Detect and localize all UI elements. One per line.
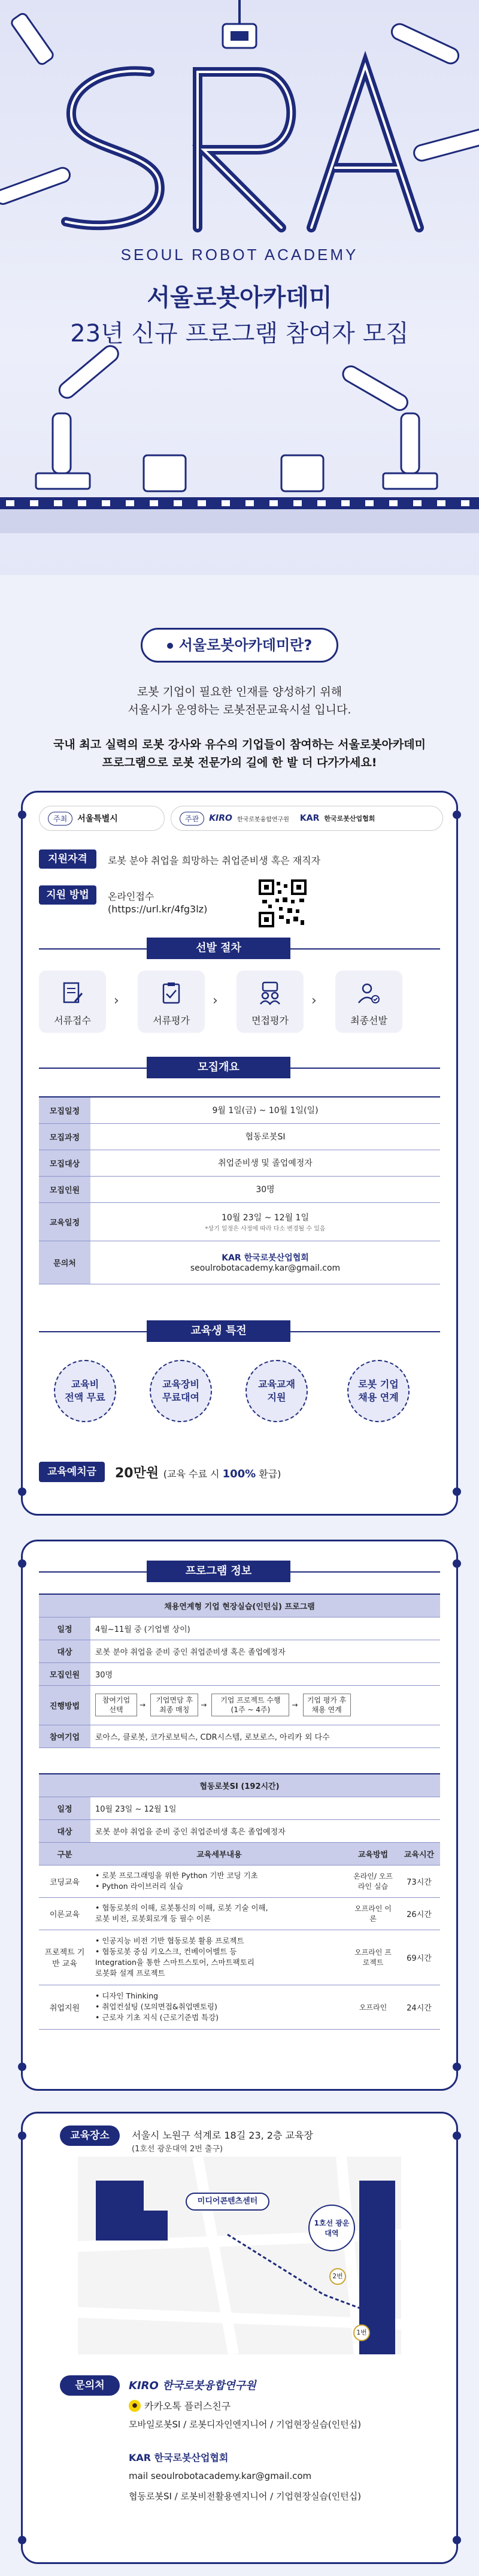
location-label: 교육장소 bbox=[60, 2125, 120, 2146]
benefit-line: 교육교재 bbox=[258, 1378, 295, 1390]
benefit-circle bbox=[54, 1360, 116, 1422]
table-row bbox=[39, 1797, 440, 1819]
flow-step: 기업면담 후 최종 매칭 bbox=[150, 1694, 198, 1716]
step-label: 서류평가 bbox=[153, 1015, 190, 1026]
benefit-line: 교육장비 bbox=[162, 1378, 199, 1390]
table-row bbox=[39, 1897, 440, 1930]
table-row bbox=[39, 1985, 440, 2029]
selection-title: 선발 절차 bbox=[147, 938, 290, 959]
deposit-amount: 20만원 bbox=[115, 1466, 159, 1481]
row-value: 로봇 분야 취업을 준비 중인 취업준비생 혹은 졸업예정자 bbox=[90, 1819, 440, 1842]
step-1 bbox=[39, 970, 106, 1033]
table-row bbox=[39, 1097, 440, 1123]
row-header: 모집일정 bbox=[39, 1097, 90, 1123]
flow-step: 기업 프로젝트 수행 (1주 ~ 4주) bbox=[211, 1694, 289, 1716]
course-item: • 협동로봇의 이해, 로봇통신의 이해, 로봇 기술 이해, bbox=[95, 1903, 268, 1912]
course-item: • 협동로봇 중심 키오스크, 컨베이어벨트 등 bbox=[95, 1947, 237, 1956]
qualification-label: 지원자격 bbox=[39, 849, 96, 869]
exit-1-marker: 1번 bbox=[353, 2324, 370, 2341]
row-header: 모집대상 bbox=[39, 1150, 90, 1176]
benefit-line: 채용 연계 bbox=[358, 1392, 399, 1403]
course-item: • 로봇 프로그래밍을 위한 Python 기반 코딩 기초 bbox=[95, 1871, 258, 1880]
map-building-label: 미디어콘텐츠센터 bbox=[186, 2193, 269, 2211]
benefit-circle bbox=[245, 1360, 308, 1422]
row-value: 4월~11월 중 (기업별 상이) bbox=[90, 1617, 440, 1640]
course-hours: 24시간 bbox=[398, 1985, 440, 2029]
manage-badge: 주관 bbox=[180, 812, 204, 826]
course-method: 오프라인 이론 bbox=[348, 1897, 398, 1930]
course-item: 로봇화 설계 프로젝트 bbox=[95, 1969, 165, 1978]
hero-subtitle: SEOUL ROBOT ACADEMY bbox=[120, 246, 359, 264]
recruit-title: 모집개요 bbox=[147, 1057, 290, 1078]
course-hours: 73시간 bbox=[398, 1865, 440, 1897]
interview-icon bbox=[258, 981, 282, 1005]
intro-text-1: 로봇 기업이 필요한 인재를 양성하기 위해 bbox=[137, 685, 342, 699]
deposit-note: 환급) bbox=[256, 1468, 281, 1480]
row-value: 10월 23일 ~ 12월 1일 bbox=[90, 1797, 440, 1819]
course-name: 프로젝트 기반 교육 bbox=[39, 1930, 90, 1985]
qr-code-icon[interactable] bbox=[257, 878, 308, 929]
intro-text-4: 프로그램으로 로봇 전문가의 길에 한 발 더 다가가세요! bbox=[102, 756, 377, 769]
contact-org: KAR 한국로봇산업협회 bbox=[222, 1253, 309, 1263]
contact-email[interactable]: seoulrobotacademy.kar@gmail.com bbox=[190, 1263, 341, 1273]
course-item: • 근로자 기초 지식 (근로기준법 특강) bbox=[95, 2013, 219, 2022]
benefit-line: 지원 bbox=[267, 1392, 286, 1403]
table-row bbox=[39, 1662, 440, 1685]
kiro-sub: 한국로봇융합연구원 bbox=[237, 816, 289, 823]
intro-pill bbox=[141, 628, 338, 663]
course-name: 이론교육 bbox=[39, 1897, 90, 1930]
edu-note: *상기 일정은 사정에 따라 다소 변경될 수 있음 bbox=[205, 1225, 326, 1232]
row-header: 일정 bbox=[39, 1617, 90, 1640]
deposit-label: 교육예치금 bbox=[39, 1462, 105, 1482]
deposit-value bbox=[115, 1463, 281, 1481]
column-header: 교육세부내용 bbox=[90, 1842, 348, 1865]
benefit-line: 교육비 bbox=[71, 1378, 99, 1390]
kiro-logo: KIRO bbox=[209, 814, 232, 823]
exit-2-marker: 2번 bbox=[329, 2268, 346, 2285]
table-head: 채용연계형 기업 현장실습(인턴십) 프로그램 bbox=[39, 1594, 440, 1617]
column-header: 교육방법 bbox=[348, 1842, 398, 1865]
table-row bbox=[39, 1617, 440, 1640]
course-item: • Python 라이브러리 실습 bbox=[95, 1882, 184, 1891]
course-method: 오프라인 bbox=[348, 1985, 398, 2029]
course-item: • 인공지능 비전 기반 협동로봇 활용 프로젝트 bbox=[95, 1936, 244, 1945]
table-row bbox=[39, 1150, 440, 1176]
map-station-label: 1호선 광운대역 bbox=[308, 2205, 355, 2251]
location-detail: (1호선 광운대역 2번 출구) bbox=[132, 2145, 223, 2154]
table-row bbox=[39, 1176, 440, 1202]
row-header: 교육일정 bbox=[39, 1202, 90, 1241]
row-header: 대상 bbox=[39, 1640, 90, 1662]
table-row bbox=[39, 1594, 440, 1617]
row-value: 협동로봇SI bbox=[90, 1123, 440, 1150]
hero-banner bbox=[0, 0, 479, 575]
user-check-icon bbox=[357, 981, 381, 1005]
column-header: 교육시간 bbox=[398, 1842, 440, 1865]
table-row bbox=[39, 1640, 440, 1662]
contact-label: 문의처 bbox=[60, 2375, 120, 2396]
flow-step: 기업 평가 후 채용 연계 bbox=[303, 1694, 351, 1716]
table-head: 협동로봇SI (192시간) bbox=[39, 1774, 440, 1797]
table-row bbox=[39, 1774, 440, 1797]
row-value: 9월 1일(금) ~ 10월 1일(일) bbox=[90, 1097, 440, 1123]
row-header: 일정 bbox=[39, 1797, 90, 1819]
cobot-table bbox=[39, 1773, 440, 2030]
deposit-percent: 100% bbox=[222, 1468, 256, 1480]
hero-title-line1: 서울로봇아카데미 bbox=[147, 284, 332, 312]
kakao-row[interactable] bbox=[129, 2399, 231, 2412]
table-row bbox=[39, 1819, 440, 1842]
table-row bbox=[39, 1865, 440, 1897]
apply-method-line2[interactable]: (https://url.kr/4fg3lz) bbox=[108, 903, 208, 915]
chevron-right-icon: › bbox=[114, 993, 119, 1008]
row-header: 대상 bbox=[39, 1819, 90, 1842]
location-address: 서울시 노원구 석계로 18길 23, 2층 교육장 bbox=[132, 2130, 313, 2141]
kakao-text: 카카오톡 플러스친구 bbox=[144, 2400, 231, 2412]
chevron-right-icon: › bbox=[213, 993, 218, 1008]
course-item: • 취업컨설팅 (모의면접&취업멘토링) bbox=[95, 2002, 217, 2011]
row-header: 문의처 bbox=[39, 1241, 90, 1284]
kar-programs: 협동로봇SI / 로봇비전활용엔지니어 / 기업현장실습(인턴십) bbox=[129, 2491, 362, 2502]
document-icon bbox=[60, 981, 84, 1005]
step-3 bbox=[237, 970, 304, 1033]
kar-logo: KAR bbox=[299, 814, 320, 823]
internship-table bbox=[39, 1594, 440, 1748]
benefits-title: 교육생 특전 bbox=[147, 1320, 290, 1342]
column-header: 구분 bbox=[39, 1842, 90, 1865]
course-method: 오프라인 프로젝트 bbox=[348, 1930, 398, 1985]
manage-box bbox=[171, 806, 443, 831]
row-header: 모집과정 bbox=[39, 1123, 90, 1150]
benefit-circle bbox=[150, 1360, 212, 1422]
edu-schedule: 10월 23일 ~ 12월 1일 bbox=[222, 1213, 309, 1223]
table-row bbox=[39, 1930, 440, 1985]
clipboard-check-icon bbox=[159, 981, 183, 1005]
table-row bbox=[39, 1123, 440, 1150]
location-map[interactable] bbox=[78, 2157, 401, 2354]
row-value: 취업준비생 및 졸업예정자 bbox=[90, 1150, 440, 1176]
row-value: 30명 bbox=[90, 1176, 440, 1202]
intro-text-2: 서울시가 운영하는 로봇전문교육시설 입니다. bbox=[128, 703, 351, 716]
kiro-org: KIRO 한국로봇융합연구원 bbox=[129, 2380, 256, 2392]
course-hours: 26시간 bbox=[398, 1897, 440, 1930]
course-method: 온라인/ 오프라인 실습 bbox=[348, 1865, 398, 1897]
chevron-right-icon: › bbox=[311, 993, 317, 1008]
apply-method-line1: 온라인접수 bbox=[108, 891, 154, 902]
course-item: Integration을 통한 스마트스토어, 스마트팩토리 bbox=[95, 1958, 254, 1967]
course-name: 취업지원 bbox=[39, 1985, 90, 2029]
recruit-table bbox=[39, 1096, 440, 1284]
step-label: 면접평가 bbox=[251, 1015, 289, 1026]
row-value bbox=[90, 1241, 440, 1284]
row-value bbox=[90, 1202, 440, 1241]
deposit-note: (교육 수료 시 bbox=[163, 1468, 223, 1480]
benefit-line: 무료대여 bbox=[162, 1392, 199, 1403]
row-header: 모집인원 bbox=[39, 1662, 90, 1685]
table-row bbox=[39, 1241, 440, 1284]
kiro-programs: 모바일로봇SI / 로봇디자인엔지니어 / 기업현장실습(인턴십) bbox=[129, 2419, 362, 2430]
benefit-circle bbox=[347, 1360, 410, 1422]
host-badge: 주최 bbox=[48, 812, 72, 826]
qualification-value: 로봇 분야 취업을 희망하는 취업준비생 혹은 재직자 bbox=[108, 855, 321, 866]
intro-pill-text: 서울로봇아카데미란? bbox=[178, 637, 313, 654]
flow-step: 참여기업 선택 bbox=[95, 1694, 137, 1716]
step-label: 서류접수 bbox=[54, 1015, 91, 1026]
hero-title-line2: 23년 신규 프로그램 참여자 모집 bbox=[70, 320, 409, 347]
benefit-line: 로봇 기업 bbox=[358, 1378, 399, 1390]
kar-org: KAR 한국로봇산업협회 bbox=[129, 2452, 229, 2463]
dot-icon bbox=[167, 643, 173, 649]
row-header: 진행방법 bbox=[39, 1685, 90, 1725]
table-row bbox=[39, 1842, 440, 1865]
row-value: 참여기업 선택→ 기업면담 후 최종 매칭→ 기업 프로젝트 수행 (1주 ~ 4주)→ 기업 평가 후 채용 연계 bbox=[90, 1685, 440, 1725]
seoul-logo: 서울특별시 bbox=[77, 814, 118, 824]
course-name: 코딩교육 bbox=[39, 1865, 90, 1897]
intro-text-3: 국내 최고 실력의 로봇 강사와 유수의 기업들이 참여하는 서울로봇아카데미 bbox=[53, 738, 426, 751]
benefit-line: 전액 무료 bbox=[65, 1392, 105, 1403]
row-header: 모집인원 bbox=[39, 1176, 90, 1202]
course-hours: 69시간 bbox=[398, 1930, 440, 1985]
table-row bbox=[39, 1202, 440, 1241]
kakao-icon: ● bbox=[129, 2400, 141, 2412]
step-4 bbox=[335, 970, 402, 1033]
table-row bbox=[39, 1725, 440, 1747]
row-value: 30명 bbox=[90, 1662, 440, 1685]
host-box bbox=[39, 806, 165, 831]
program-title: 프로그램 정보 bbox=[147, 1561, 290, 1582]
course-item: 로봇 비전, 로봇회로개 등 필수 이론 bbox=[95, 1914, 211, 1923]
kar-mail[interactable]: mail seoulrobotacademy.kar@gmail.com bbox=[129, 2471, 312, 2481]
course-item: • 디자인 Thinking bbox=[95, 1991, 159, 2000]
row-value: 로봇 분야 취업을 준비 중인 취업준비생 혹은 졸업예정자 bbox=[90, 1640, 440, 1662]
map-graphic bbox=[78, 2157, 401, 2354]
row-value: 로아스, 클로봇, 코가로보틱스, CDR시스템, 로보로스, 아리카 외 다수 bbox=[90, 1725, 440, 1747]
kar-sub: 한국로봇산업협회 bbox=[324, 815, 375, 823]
apply-method-label: 지원 방법 bbox=[39, 885, 96, 905]
row-header: 참여기업 bbox=[39, 1725, 90, 1747]
step-2 bbox=[138, 970, 205, 1033]
table-row bbox=[39, 1685, 440, 1725]
step-label: 최종선발 bbox=[350, 1015, 387, 1026]
